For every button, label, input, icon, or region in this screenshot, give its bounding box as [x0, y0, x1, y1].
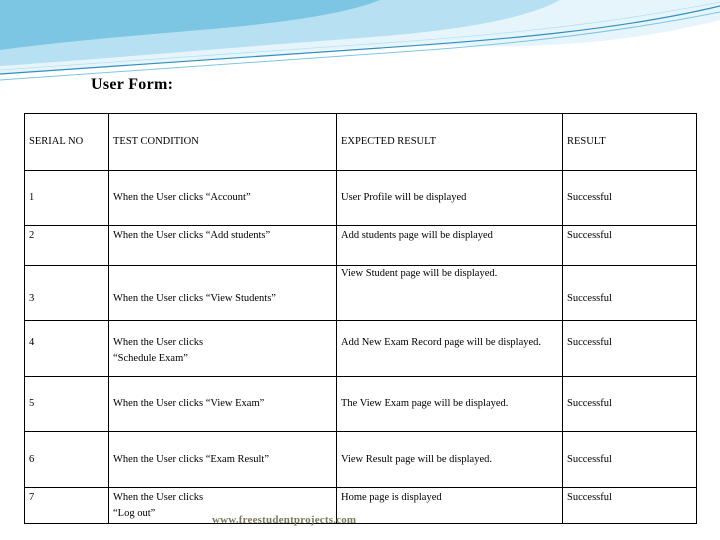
cell-condition-line: When the User clicks: [113, 492, 204, 503]
cell-result: Successful: [563, 266, 697, 321]
cell-serial: 3: [25, 266, 109, 321]
cell-condition: When the User clicks “View Exam”: [109, 377, 337, 432]
cell-serial: 5: [25, 377, 109, 432]
header-expected-result: EXPECTED RESULT: [337, 114, 563, 171]
cell-result: Successful: [563, 377, 697, 432]
cell-result: Successful: [563, 432, 697, 488]
watermark-text: www.freestudentprojects.com: [212, 514, 357, 526]
cell-expected: View Result page will be displayed.: [337, 432, 563, 488]
cell-condition: When the User clicks “View Students”: [109, 266, 337, 321]
cell-serial: 1: [25, 171, 109, 226]
cell-serial: 6: [25, 432, 109, 488]
cell-expected: User Profile will be displayed: [337, 171, 563, 226]
cell-condition-line: “Log out”: [113, 508, 156, 519]
cell-expected: The View Exam page will be displayed.: [337, 377, 563, 432]
header-serial-no: SERIAL NO: [25, 114, 109, 171]
table-row: [25, 226, 697, 266]
cell-serial: 4: [25, 321, 109, 377]
header-result: RESULT: [563, 114, 697, 171]
test-case-table: [24, 113, 697, 524]
cell-condition: When the User clicks “Exam Result”: [109, 432, 337, 488]
table-header-row: [25, 114, 697, 171]
table-row: [25, 377, 697, 432]
cell-serial: 2: [25, 226, 109, 266]
table-row: [25, 266, 697, 321]
cell-expected: Home page is displayed: [337, 488, 563, 524]
cell-result: Successful: [563, 226, 697, 266]
cell-result: Successful: [563, 171, 697, 226]
cell-expected: Add students page will be displayed: [337, 226, 563, 266]
cell-serial: 7: [25, 488, 109, 524]
cell-result: Successful: [563, 488, 697, 524]
header-test-condition: TEST CONDITION: [109, 114, 337, 171]
cell-expected: Add New Exam Record page will be displayed.: [337, 321, 563, 377]
table-row: [25, 171, 697, 226]
cell-condition-line: When the User clicks: [113, 337, 204, 348]
cell-condition: [109, 321, 337, 377]
cell-condition: When the User clicks “Add students”: [109, 226, 337, 266]
cell-result: Successful: [563, 321, 697, 377]
table-row: [25, 321, 697, 377]
cell-condition-line: “Schedule Exam”: [113, 353, 188, 364]
table-row: [25, 488, 697, 524]
table-row: [25, 432, 697, 488]
cell-expected: View Student page will be displayed.: [337, 266, 563, 321]
cell-condition: When the User clicks “Account”: [109, 171, 337, 226]
form-title: User Form:: [91, 76, 174, 93]
